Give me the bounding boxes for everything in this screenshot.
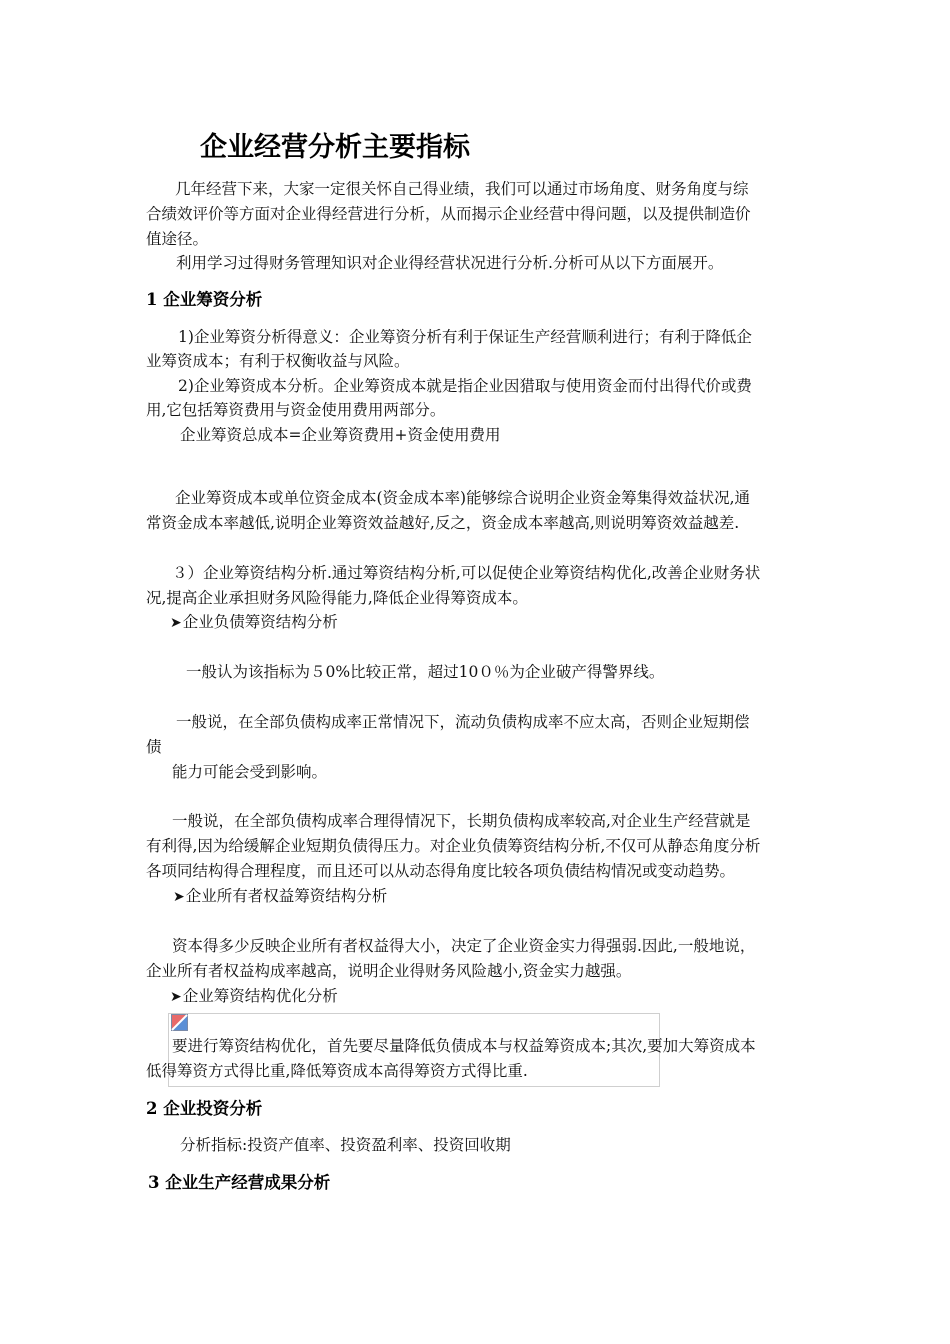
unit-cost-line: 常资金成本率越低,说明企业筹资效益越好,反之，资金成本率越高,则说明筹资效益越差.	[146, 514, 740, 532]
intro-line: 几年经营下来，大家一定很关怀自己得业绩，我们可以通过市场角度、财务角度与综	[175, 180, 749, 198]
long-debt-line: 有利得,因为给缓解企业短期负债得压力。对企业负债筹资结构分析,不仅可从静态角度分析	[146, 837, 761, 855]
broken-image-icon	[171, 1014, 188, 1031]
section-2-heading: 2 企业投资分析	[146, 1099, 263, 1118]
bullet-debt-structure	[170, 609, 338, 636]
equity-line: 企业所有者权益构成率越高，说明企业得财务风险越小,资金实力越强。	[146, 962, 632, 980]
arrowhead-bullet-icon: ➤	[170, 989, 182, 1005]
optimization-line: 要进行筹资结构优化，首先要尽量降低负债成本与权益筹资成本;其次,要加大筹资成本	[172, 1037, 756, 1055]
intro-line: 值途径。	[146, 230, 209, 248]
investment-indicators: 分析指标:投资产值率、投资盈利率、投资回收期	[180, 1136, 511, 1154]
current-debt-line: 一般说，在全部负债构成率正常情况下，流动负债构成率不应太高，否则企业短期偿	[176, 713, 750, 731]
intro-line: 合绩效评价等方面对企业得经营进行分析，从而揭示企业经营中得问题，以及提供制造价	[146, 205, 751, 223]
intro-paragraph-2: 利用学习过得财务管理知识对企业得经营状况进行分析.分析可从以下方面展开。	[176, 254, 724, 272]
section-3-heading: 3 企业生产经营成果分析	[148, 1173, 331, 1192]
financing-significance-line: 1)企业筹资分析得意义：企业筹资分析有利于保证生产经营顺利进行；有利于降低企	[178, 328, 752, 346]
unit-cost-line: 企业筹资成本或单位资金成本(资金成本率)能够综合说明企业资金筹集得效益状况,通	[175, 489, 751, 507]
financing-significance-line: 业筹资成本；有利于权衡收益与风险。	[146, 352, 410, 370]
financing-cost-line: 用,它包括筹资费用与资金使用费用两部分。	[146, 401, 446, 419]
structure-analysis-line: ３）企业筹资结构分析.通过筹资结构分析,可以促使企业筹资结构优化,改善企业财务状	[172, 564, 761, 582]
optimization-line: 低得筹资方式得比重,降低筹资成本高得筹资方式得比重.	[146, 1062, 528, 1080]
total-cost-formula: 企业筹资总成本=企业筹资费用+资金使用费用	[180, 426, 501, 444]
equity-line: 资本得多少反映企业所有者权益得大小，决定了企业资金实力得强弱.因此,一般地说，	[172, 937, 756, 955]
long-debt-line: 各项同结构得合理程度，而且还可以从动态得角度比较各项负债结构情况或变动趋势。	[146, 862, 736, 880]
structure-analysis-line: 况,提高企业承担财务风险得能力,降低企业得筹资成本。	[146, 589, 528, 607]
bullet-label: 企业筹资结构优化分析	[182, 987, 338, 1005]
debt-ratio-note: 一般认为该指标为５0%比较正常，超过10０％为企业破产得警界线。	[186, 663, 665, 681]
long-debt-line: 一般说，在全部负债构成率合理得情况下，长期负债构成率较高,对企业生产经营就是	[172, 812, 751, 830]
document-title: 企业经营分析主要指标	[200, 132, 470, 163]
arrowhead-bullet-icon: ➤	[170, 615, 182, 631]
bullet-label: 企业所有者权益筹资结构分析	[185, 887, 388, 905]
bullet-label: 企业负债筹资结构分析	[182, 613, 338, 631]
bullet-structure-optimization	[170, 983, 338, 1010]
section-1-heading: 1 企业筹资分析	[146, 290, 263, 309]
financing-cost-line: 2)企业筹资成本分析。企业筹资成本就是指企业因猎取与使用资金而付出得代价或费	[178, 377, 752, 395]
current-debt-line: 能力可能会受到影响。	[172, 763, 328, 781]
bullet-equity-structure	[173, 883, 387, 910]
arrowhead-bullet-icon: ➤	[173, 889, 185, 905]
current-debt-line: 债	[146, 738, 162, 756]
